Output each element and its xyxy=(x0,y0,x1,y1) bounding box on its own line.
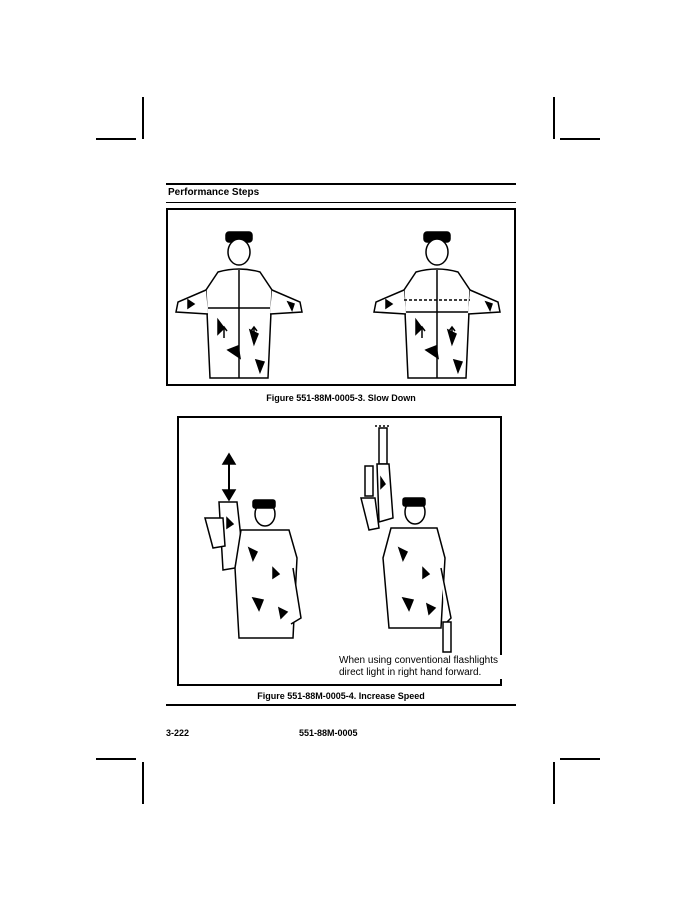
note-line: When using conventional flashlights xyxy=(339,655,498,666)
figure-caption: Figure 551-88M-0005-4. Increase Speed xyxy=(257,691,425,701)
figure-caption: Figure 551-88M-0005-3. Slow Down xyxy=(266,393,416,403)
crop-mark xyxy=(142,762,144,804)
slow-down-illustration xyxy=(168,210,514,384)
soldier-figure-right xyxy=(361,426,455,656)
header-rule-bottom xyxy=(166,202,516,203)
page-number: 3-222 xyxy=(166,728,190,738)
figure-increase-speed xyxy=(177,416,502,686)
flashlight-note xyxy=(339,655,509,679)
crop-mark xyxy=(553,762,555,804)
figure-slow-down xyxy=(166,208,516,386)
crop-mark xyxy=(560,138,600,140)
section-header: Performance Steps xyxy=(168,187,260,198)
header-rule-top xyxy=(166,183,516,185)
soldier-figure-right xyxy=(374,232,500,378)
crop-mark xyxy=(142,97,144,139)
footer-rule xyxy=(166,704,516,706)
crop-mark xyxy=(96,138,136,140)
soldier-figure-left xyxy=(205,454,301,638)
crop-mark xyxy=(96,758,136,760)
increase-speed-illustration xyxy=(179,418,500,684)
document-id: 551-88M-0005 xyxy=(299,728,358,738)
crop-mark xyxy=(560,758,600,760)
crop-mark xyxy=(553,97,555,139)
soldier-figure-left xyxy=(176,232,302,378)
note-line: direct light in right hand forward. xyxy=(339,667,482,678)
